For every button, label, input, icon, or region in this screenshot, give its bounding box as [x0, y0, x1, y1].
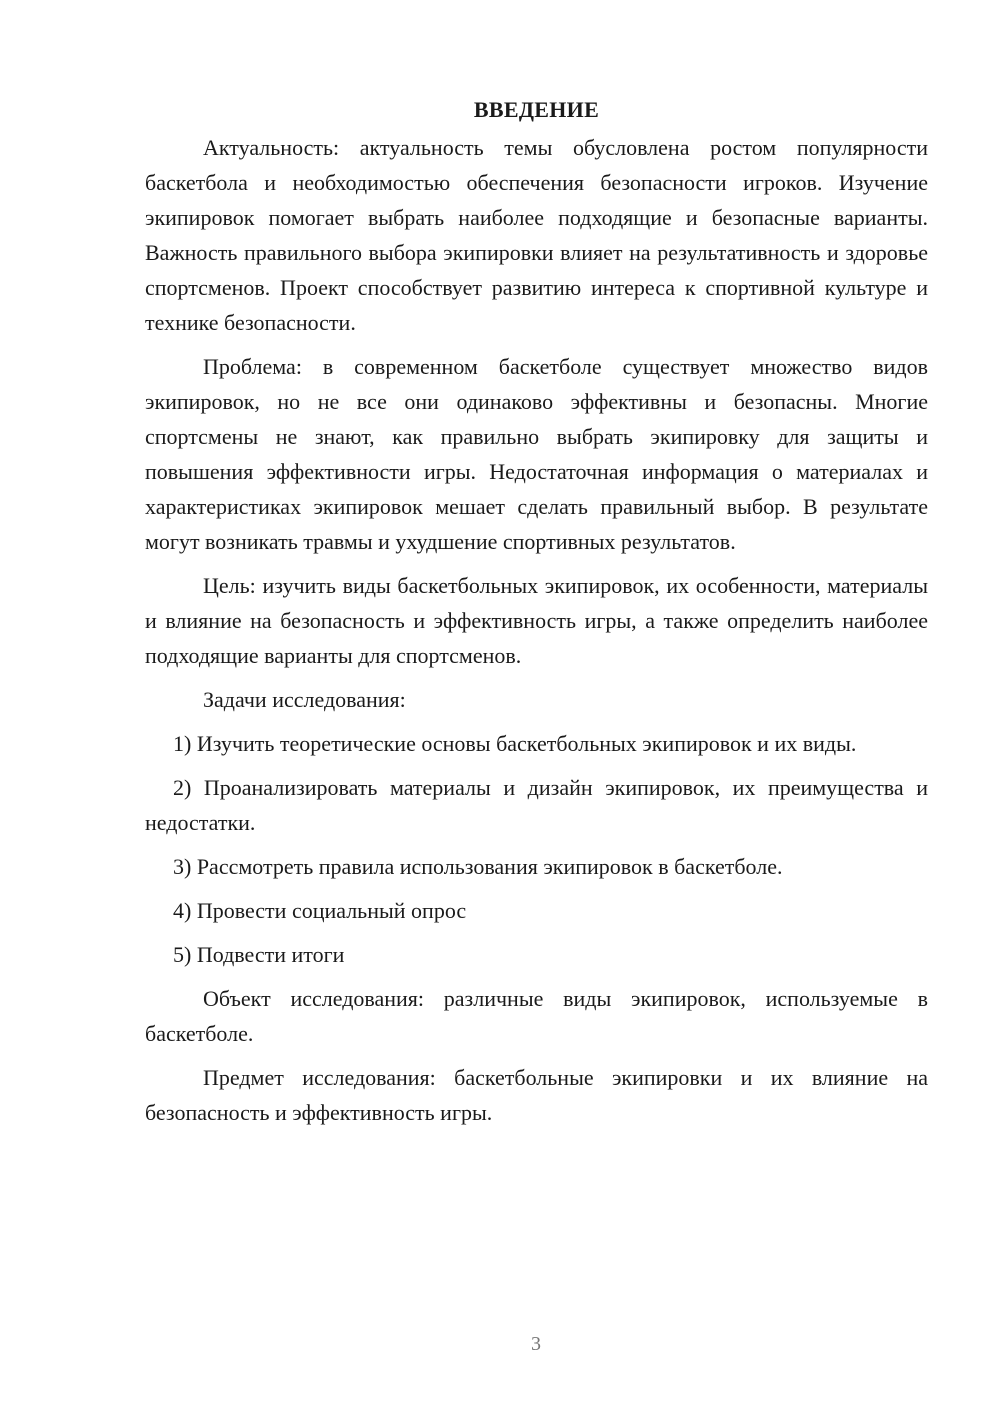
task-item-1: 1) Изучить теоретические основы баскетбольных экипировок и их виды. — [173, 731, 857, 756]
research-object-paragraph: Объект исследования: различные виды экипировок, используемые в баскетболе. — [145, 986, 928, 1046]
task-item-3: 3) Рассмотреть правила использования экипировок в баскетболе. — [173, 854, 783, 879]
page-number: 3 — [531, 1333, 541, 1355]
document-page — [145, 92, 928, 1139]
tasks-heading: Задачи исследования: — [203, 687, 406, 712]
task-item-5: 5) Подвести итоги — [173, 942, 345, 967]
problem-paragraph: Проблема: в современном баскетболе существует множество видов экипировок, но не все они одинаково эффективны и безопасны. Многие спортсмены не знают, как правильно выбрать экипировку для защиты и повышения эффективности игры. Недостаточная информация о материалах и характеристиках экипировок мешает сделать правильный выбор. В результате могут возникать травмы и ухудшение спортивных результатов. — [145, 354, 928, 554]
task-item-4: 4) Провести социальный опрос — [173, 898, 467, 923]
task-item-2: 2) Проанализировать материалы и дизайн экипировок, их преимущества и недостатки. — [145, 775, 928, 835]
goal-paragraph: Цель: изучить виды баскетбольных экипировок, их особенности, материалы и влияние на безопасность и эффективность игры, а также определить наиболее подходящие варианты для спортсменов. — [145, 573, 928, 668]
page-title: ВВЕДЕНИЕ — [473, 97, 600, 122]
relevance-paragraph: Актуальность: актуальность темы обусловлена ростом популярности баскетбола и необходимостью обеспечения безопасности игроков. Изучение экипировок помогает выбрать наиболее подходящие и безопасные варианты. Важность правильного выбора экипировки влияет на результативность и здоровье спортсменов. Проект способствует развитию интереса к спортивной культуре и технике безопасности. — [145, 135, 928, 335]
research-subject-paragraph: Предмет исследования: баскетбольные экипировки и их влияние на безопасность и эффективность игры. — [145, 1065, 928, 1125]
